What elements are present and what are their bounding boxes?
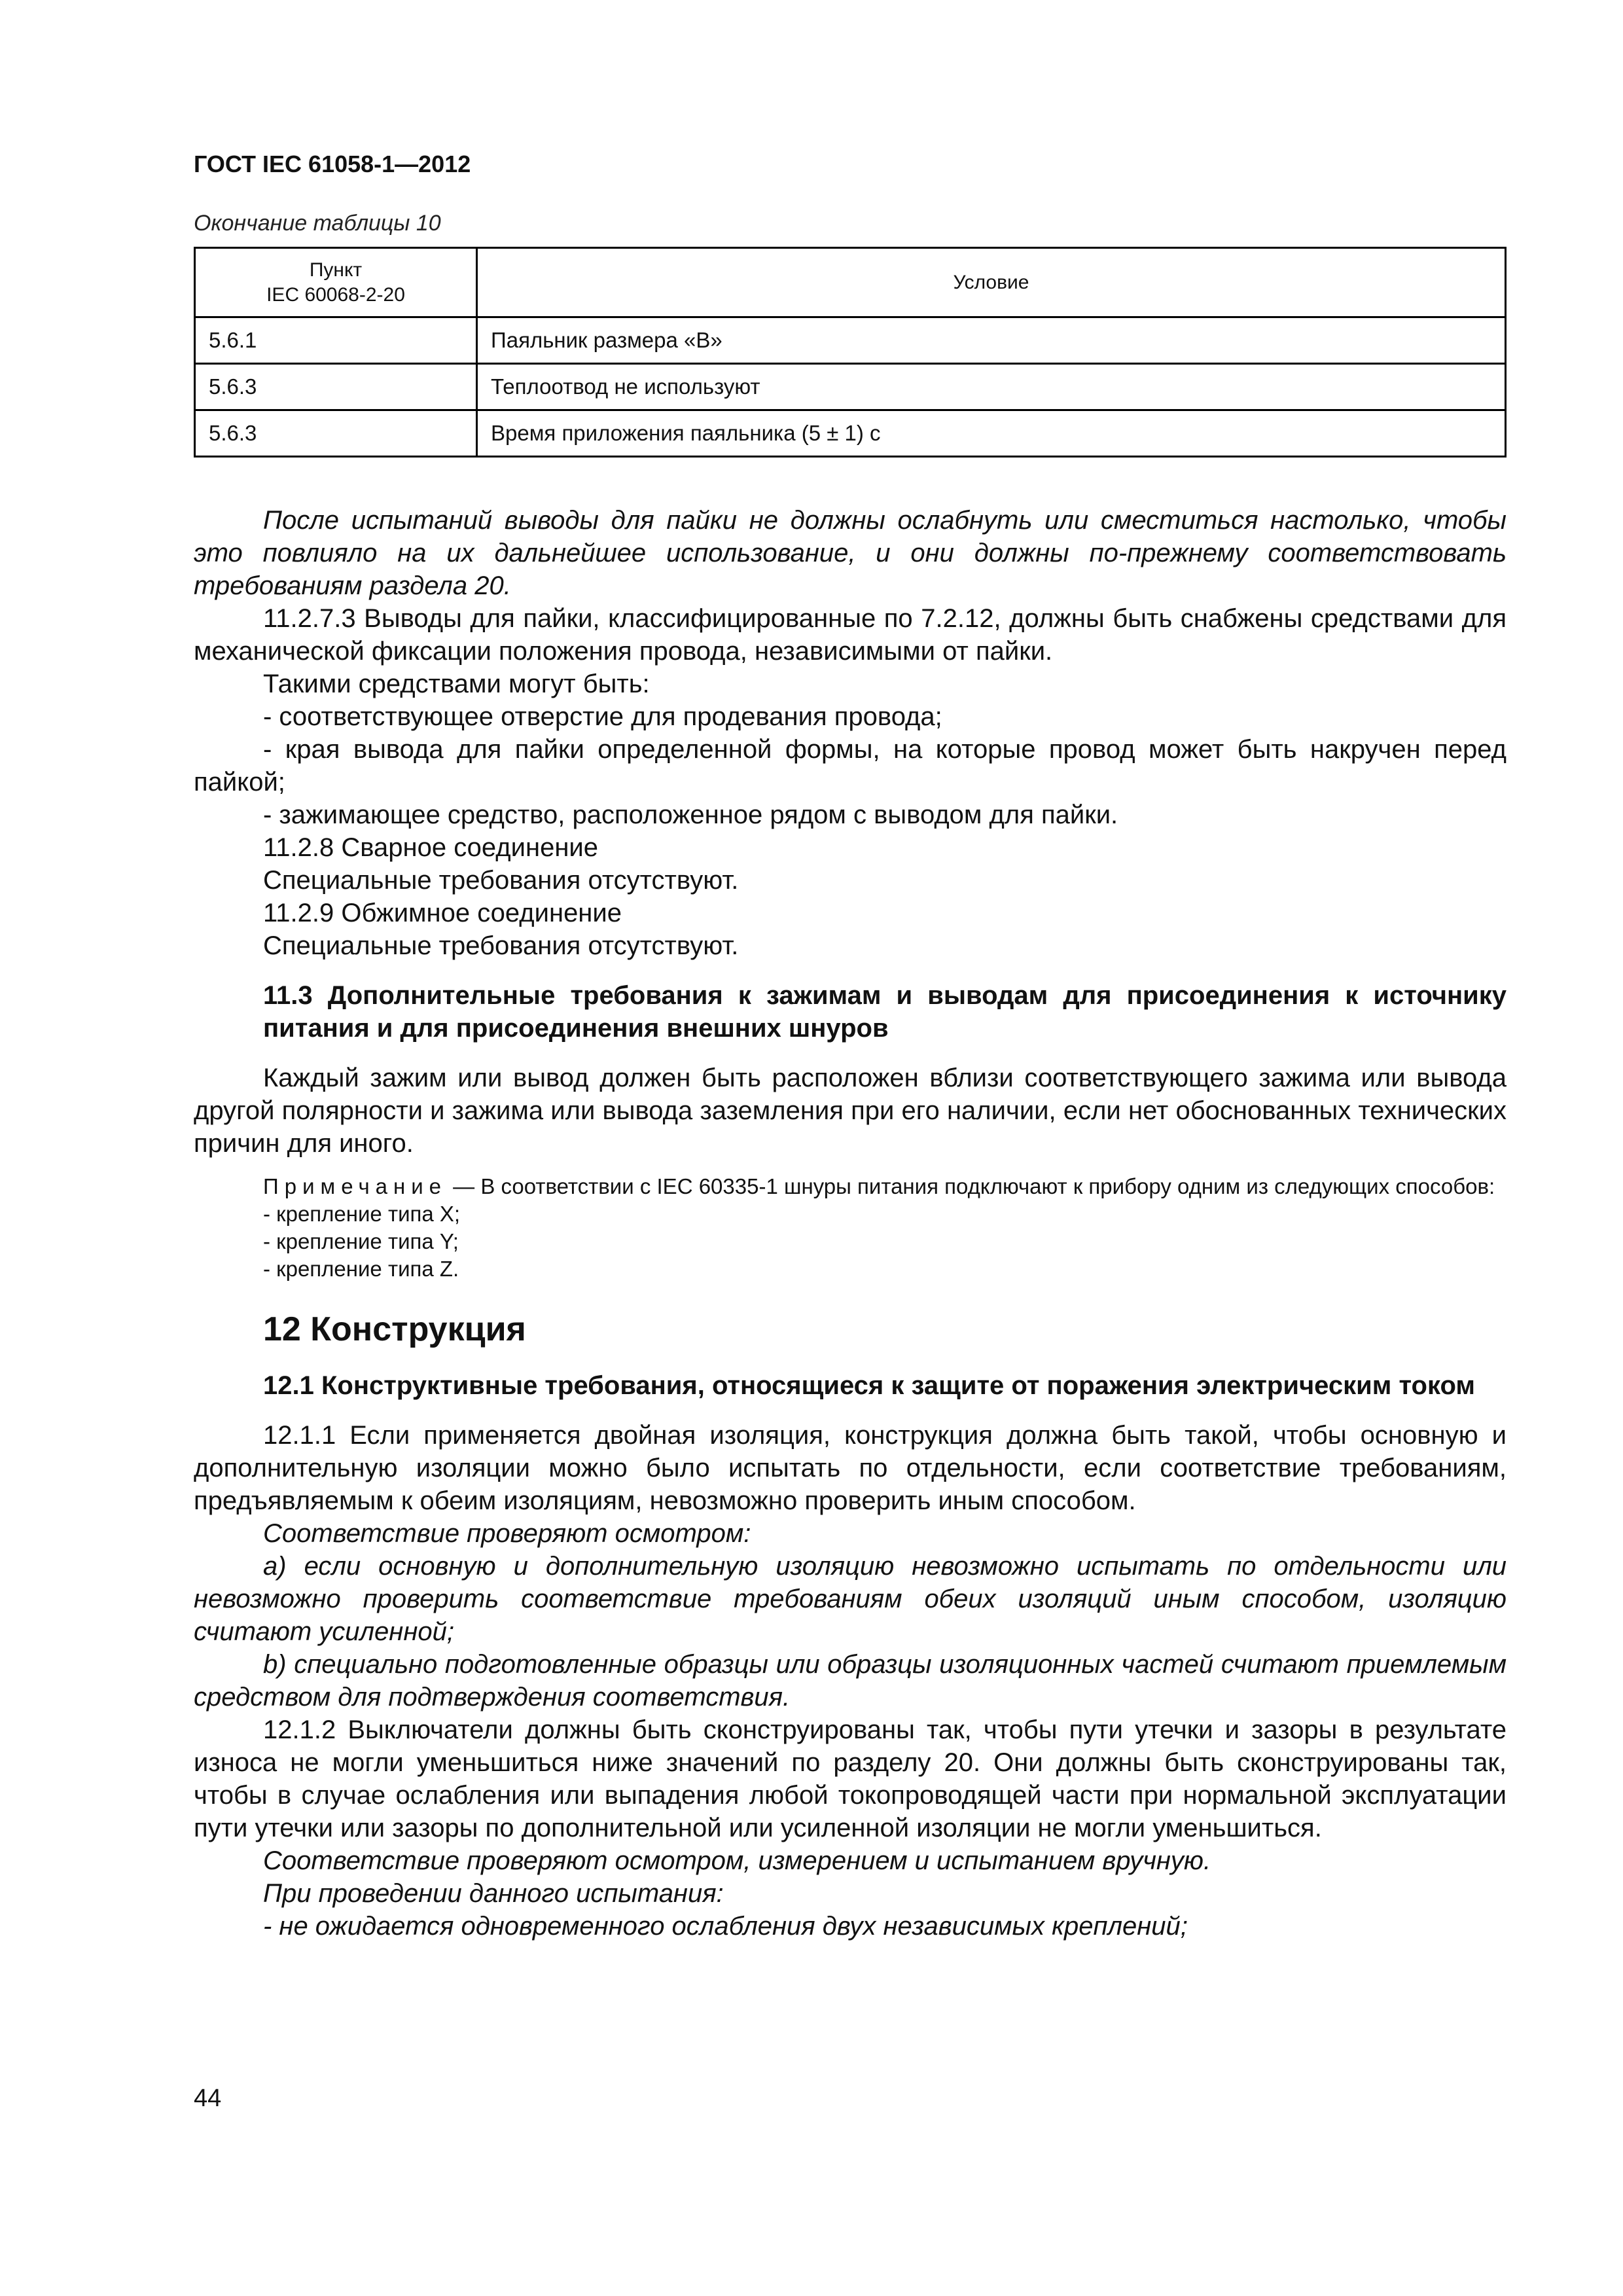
note-list-item: - крепление типа Z. [263,1257,459,1281]
subclause-11-2-8-title: 11.2.8 Сварное соединение [263,833,598,862]
list-item: - края вывода для пайки определенной формы, на которые провод может быть накручен перед пайкой; [194,735,1507,797]
table-header-clause [195,248,477,317]
conditions-table [194,247,1507,457]
paragraph-after-test: После испытаний выводы для пайки не должны ослабнуть или сместиться настолько, чтобы это повлияло на их дальнейшее использование, и они должны по-прежнему соответствовать требованиям раздела 20. [194,506,1507,600]
paragraph-means: Такими средствами могут быть: [263,670,650,698]
paragraph-12-1-2: 12.1.2 Выключатели должны быть сконструированы так, чтобы пути утечки и зазоры в результате износа не могли уменьшиться ниже значений по разделу 20. Они должны быть сконструированы так, чтобы в случае ослабления или выпадения любой токопроводящей части при нормальной эксплуатации пути утечки или зазоры по дополнительной или усиленной изоляции не могли уменьшиться. [194,1715,1507,1842]
note [194,1173,1507,1200]
table-row [195,317,1506,364]
table-cell-condition: Паяльник размера «В» [477,317,1506,364]
paragraph-compliance-manual: Соответствие проверяют осмотром, измерением и испытанием вручную. [263,1846,1211,1875]
table-cell-clause: 5.6.3 [195,410,477,457]
section-heading-12-1: 12.1 Конструктивные требования, относящиеся к защите от поражения электрическим током [263,1371,1475,1400]
paragraph-item-a: а) если основную и дополнительную изоляцию невозможно испытать по отдельности или невозможно проверить соответствие требованиям обеих изоляций иным способом, изоляцию считают усиленной; [194,1552,1507,1646]
paragraph-test-conduct: При проведении данного испытания: [263,1879,724,1908]
note-text: — В соответствии с IEC 60335-1 шнуры питания подключают к прибору одним из следующих способов: [447,1174,1495,1198]
subclause-11-2-9-title: 11.2.9 Обжимное соединение [263,899,622,927]
subclause-11-2-9-text: Специальные требования отсутствуют. [263,931,739,960]
table-row [195,410,1506,457]
subclause-11-2-8-text: Специальные требования отсутствуют. [263,866,739,895]
paragraph-compliance-inspection: Соответствие проверяют осмотром: [263,1519,751,1548]
note-list-item: - крепление типа X; [263,1202,461,1226]
document-header: ГОСТ IEC 61058-1—2012 [194,151,471,177]
document-body [194,504,1507,1943]
paragraph-11-2-7-3: 11.2.7.3 Выводы для пайки, классифицированные по 7.2.12, должны быть снабжены средствами для механической фиксации положения провода, независимыми от пайки. [194,604,1507,666]
section-heading-11-3: 11.3 Дополнительные требования к зажимам и выводам для присоединения к источнику питания и для присоединения внешних шнуров [263,981,1507,1043]
table-cell-condition: Теплоотвод не используют [477,364,1506,410]
table-caption: Окончание таблицы 10 [194,211,441,236]
section-heading-12: 12 Конструкция [263,1310,526,1348]
header-clause-line1: Пункт [309,259,363,281]
list-item: - зажимающее средство, расположенное рядом с выводом для пайки. [263,800,1118,829]
page-number: 44 [194,2085,222,2112]
list-item: - соответствующее отверстие для продевания провода; [263,702,942,731]
paragraph-item-b: b) специально подготовленные образцы или образцы изоляционных частей считают приемлемым средством для подтверждения соответствия. [194,1650,1507,1712]
table-cell-condition: Время приложения паяльника (5 ± 1) с [477,410,1506,457]
table-row [195,364,1506,410]
note-label: Примечание [263,1174,448,1198]
paragraph-12-1-1: 12.1.1 Если применяется двойная изоляция, конструкция должна быть такой, чтобы основную и дополнительную изоляции можно было испытать по отдельности, если соответствие требованиям, предъявляемым к обеим изоляциям, невозможно проверить иным способом. [194,1421,1507,1515]
table-header-condition: Условие [477,248,1506,317]
paragraph-11-3: Каждый зажим или вывод должен быть расположен вблизи соответствующего зажима или вывода другой полярности и зажима или вывода заземления при его наличии, если нет обоснованных технических причин для иного. [194,1064,1507,1158]
table-header-row [195,248,1506,317]
note-list-item: - крепление типа Y; [263,1229,459,1253]
table-cell-clause: 5.6.3 [195,364,477,410]
table-cell-clause: 5.6.1 [195,317,477,364]
paragraph-list-item: - не ожидается одновременного ослабления двух независимых креплений; [263,1912,1188,1941]
header-clause-line2: IEC 60068-2-20 [266,283,405,306]
